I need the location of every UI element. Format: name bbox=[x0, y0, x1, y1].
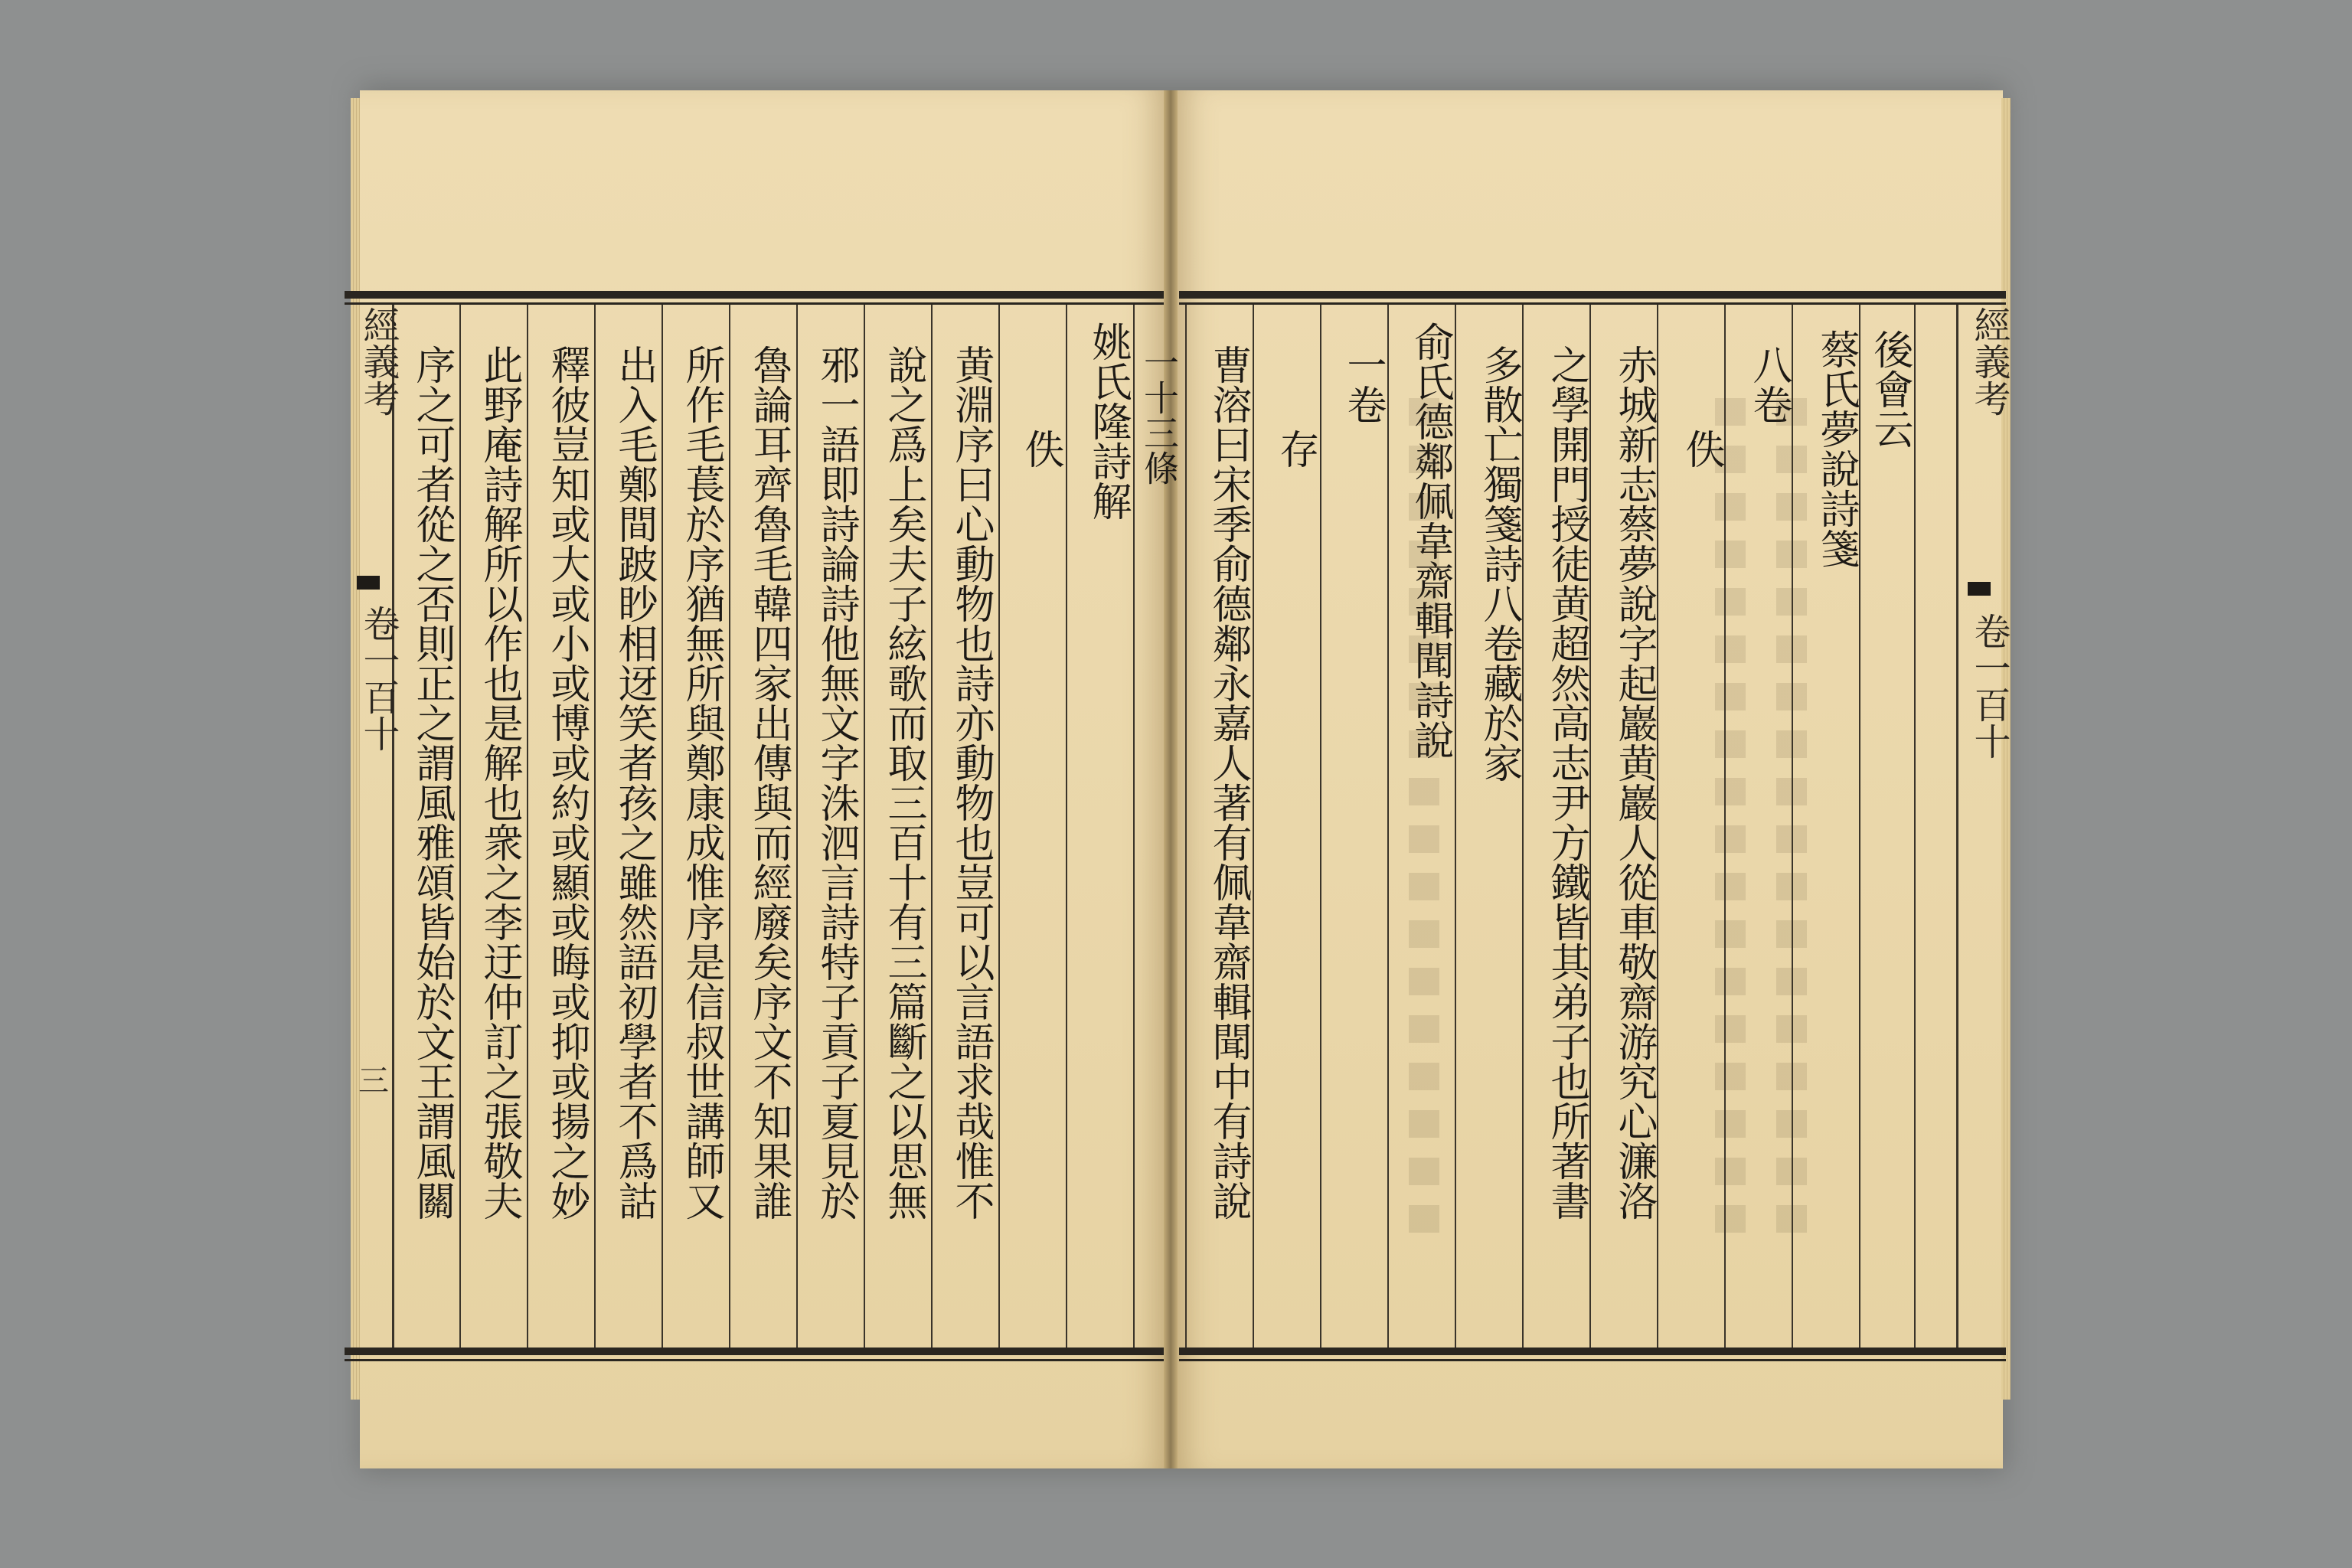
text-column: 序之可者從之否則正之謂風雅頌皆始於文王謂風關 bbox=[409, 345, 455, 1220]
left-bottom-rule bbox=[345, 1348, 1164, 1355]
entry-title: 俞氏德鄰佩韋齋輯聞詩說 bbox=[1407, 322, 1453, 760]
text-column: 之學開門授徒黄超然高志尹方鐵皆其弟子也所著書 bbox=[1544, 345, 1589, 1220]
text-column: 曹溶曰宋季俞德鄰永嘉人著有佩韋齋輯聞中有詩說 bbox=[1205, 345, 1251, 1220]
column-rule bbox=[1185, 305, 1187, 1348]
column-rule bbox=[1914, 305, 1916, 1348]
text-column: 所作毛萇於序猶無所與鄭康成惟序是信叔世講師又 bbox=[678, 345, 724, 1220]
left-top-rule bbox=[345, 291, 1164, 299]
text-column: 赤城新志蔡夢說字起巖黄巖人從車敬齋游究心濂洛 bbox=[1611, 345, 1657, 1220]
column-rule bbox=[1387, 305, 1389, 1348]
text-column: 一十三條 bbox=[1138, 345, 1180, 485]
right-margin-title: 經義考 bbox=[1968, 306, 2011, 416]
text-column: 邪一語即詩論詩他無文字洙泗言詩特子貢子夏見於 bbox=[813, 345, 859, 1220]
right-top-rule bbox=[1179, 291, 2006, 299]
column-rule bbox=[662, 305, 663, 1348]
book-gutter bbox=[1164, 90, 1178, 1468]
entry-status: 佚 bbox=[1018, 429, 1063, 469]
column-rule bbox=[1066, 305, 1067, 1348]
column-rule bbox=[864, 305, 865, 1348]
entry-title: 姚氏隆詩解 bbox=[1085, 322, 1131, 521]
left-margin-line bbox=[392, 305, 394, 1348]
right-fishtail-mark bbox=[1968, 582, 1991, 596]
text-column: 說之爲上矣夫子絃歌而取三百十有三篇斷之以思無 bbox=[880, 345, 926, 1220]
left-margin-title: 經義考 bbox=[357, 306, 400, 416]
column-rule bbox=[1455, 305, 1456, 1348]
text-column: 黄淵序曰心動物也詩亦動物也豈可以言語求哉惟不 bbox=[948, 345, 994, 1220]
right-bottom-rule bbox=[1179, 1348, 2006, 1355]
show-through-text bbox=[1715, 398, 1746, 1240]
text-column: 多散亡獨箋詩八卷藏於家 bbox=[1476, 345, 1522, 782]
left-bottom-rule-thin bbox=[345, 1359, 1164, 1361]
entry-status: 存 bbox=[1272, 429, 1318, 469]
column-rule bbox=[1253, 305, 1254, 1348]
entry-status: 佚 bbox=[1678, 429, 1724, 469]
column-rule bbox=[527, 305, 528, 1348]
column-rule bbox=[459, 305, 461, 1348]
left-margin-chapter: 卷一百十 bbox=[357, 605, 400, 752]
entry-volume: 八卷 bbox=[1746, 345, 1792, 424]
text-column: 後會云 bbox=[1867, 329, 1913, 449]
show-through-text bbox=[1776, 398, 1807, 1240]
show-through-text bbox=[1409, 398, 1439, 1240]
text-column: 魯論耳齊魯毛韓四家出傳與而經廢矣序文不知果誰 bbox=[746, 345, 792, 1220]
column-rule bbox=[1320, 305, 1321, 1348]
text-column: 出入毛鄭間跛眇相迓笑者孩之雖然語初學者不爲詁 bbox=[611, 345, 657, 1220]
right-margin-line bbox=[1956, 305, 1958, 1348]
column-rule bbox=[729, 305, 730, 1348]
right-top-rule-thin bbox=[1179, 302, 2006, 305]
text-column: 釋彼豈知或大或小或博或約或顯或晦或抑或揚之妙 bbox=[544, 345, 590, 1220]
left-fishtail-mark bbox=[357, 576, 380, 590]
right-margin-chapter: 卷一百十 bbox=[1968, 612, 2011, 760]
left-top-rule-thin bbox=[345, 302, 1164, 305]
column-rule bbox=[594, 305, 596, 1348]
text-column: 此野庵詩解所以作也是解也衆之李迂仲訂之張敬夫 bbox=[476, 345, 522, 1220]
left-leaf-number: 三 bbox=[358, 1063, 389, 1099]
entry-volume: 一卷 bbox=[1340, 345, 1386, 424]
column-rule bbox=[796, 305, 798, 1348]
entry-title: 蔡氏夢說詩箋 bbox=[1813, 329, 1859, 568]
column-rule bbox=[931, 305, 933, 1348]
right-bottom-rule-thin bbox=[1179, 1359, 2006, 1361]
column-rule bbox=[998, 305, 1000, 1348]
